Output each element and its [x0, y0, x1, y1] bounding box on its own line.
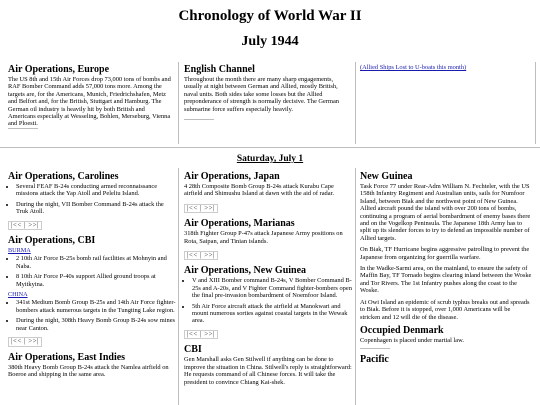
- list-item: • 8 10th Air Force P-40s support Allied ground troops at Myitkyina.: [16, 273, 176, 288]
- column-divider: [178, 62, 179, 144]
- carolines-list: [8, 183, 176, 216]
- channel-body: Throughout the month there are many sharp engagements, usually at night between German and Allied, mostly British, naval units. Both sides take some losses but the Allied preponderance of strength is normally decisive. The German submarine force suffers especially heavily.: [184, 76, 339, 113]
- day-column-3: [360, 171, 532, 366]
- page-title: Chronology of World War II: [178, 8, 362, 24]
- cbi-heading: CBI: [184, 344, 202, 356]
- list-item: • V and XIII Bomber command B-24s, V Bomber Command B-25s and A-20s, and V Fighter Command fighter-bombers open the final pre-invasion bombardment of Noemfoor Island.: [192, 277, 352, 299]
- day-column-1: [8, 171, 176, 382]
- new-guinea-heading: New Guinea: [360, 171, 413, 182]
- cbi-body: Gen Marshall asks Gen Stilwell if anything can be done to improve the situation in China. Stilwell's reply is straightforward: He requests command of all Chinese forces. It will take the president to convince Chiang Kai-shek.: [184, 356, 352, 386]
- list-item: • 2 10th Air Force B-25s bomb rail facilities at Mohnyin and Naba.: [16, 255, 176, 270]
- list-item: • 341st Medium Bomb Group B-25s and 14th Air Force fighter-bombers attack numerous targets in the Tungting Lake region.: [16, 299, 176, 314]
- marianas-heading: Air Operations, Marianas: [184, 218, 295, 230]
- channel-heading: English Channel: [184, 64, 255, 75]
- burma-list: [8, 255, 176, 288]
- nav-buttons[interactable]: |<< | >>|: [8, 337, 42, 346]
- list-item: • During the night, 308th Heavy Bomb Group B-24s sow mines near Canton.: [16, 317, 176, 332]
- nav-buttons[interactable]: |<< | >>|: [8, 221, 42, 230]
- new-guinea-para: Task Force 77 under Rear-Adm William N. Fechteler, with the US 158th Infantry Regiment and Australian units, sails for Numfoor Island, between Biak and the northwest point of New Guinea. Allied aircraft pound the island with over 200 tons of bombs, continuing a program of aerial bombardment of enemy bases there and on the Vogelkop Peninsula. The Japanese 18th Army has to split up its slender forces to try to defend an impossible number of Allied targets.: [360, 183, 531, 242]
- east-indies-heading: Air Operations, East Indies: [8, 351, 126, 363]
- europe-section: [8, 64, 173, 132]
- new-guinea-air-list: [184, 277, 352, 324]
- link-section: [360, 64, 535, 71]
- burma-link[interactable]: BURMA: [8, 247, 31, 255]
- new-guinea-para: On Biak, TF Hurricane begins aggressive patrolling to prevent the Japanese from organizing for guerrilla warfare.: [360, 246, 530, 261]
- carolines-heading: Air Operations, Carolines: [8, 171, 119, 182]
- column-divider: [355, 168, 356, 405]
- column-divider: [178, 168, 179, 405]
- east-indies-body: 380th Heavy Bomb Group B-24s attack the Namlea airfield on Boeroe and shipping in the same area.: [8, 363, 169, 378]
- japan-heading: Air Operations, Japan: [184, 171, 280, 182]
- new-guinea-para: In the Wadke-Sarmi area, on the mainland, to ensure the safety of Maffin Bay, TF Tornado begins clearing inland between the Woske and Tor Rivers. The 1st Infantry pushes along the coast to the Woske.: [360, 265, 532, 295]
- denmark-body: Copenhagen is placed under martial law.: [360, 336, 464, 344]
- europe-body: The US 8th and 15th Air Forces drop 73,000 tons of bombs and RAF Bomber Command adds 57,000 tons more. Among the targets are, for the Americans, Munich, Friedrichshafen, Metz and Belfort and, for the British, Stuttgart and Hamburg. The German oil industry is heavily hit by both British and Americans especially at Wesseling, Bohlen, Merseburg, Vienna and Ploesti.: [8, 76, 171, 128]
- list-item: • During the night, VII Bomber Command B-24s attack the Truk Atoll.: [16, 201, 176, 216]
- nav-buttons[interactable]: |<< | >>|: [184, 204, 218, 213]
- cbi-air-heading: Air Operations, CBI: [8, 235, 96, 247]
- channel-section: [184, 64, 350, 117]
- column-divider: [535, 62, 536, 144]
- new-guinea-air-heading: Air Operations, New Guinea: [184, 265, 307, 277]
- pacific-heading: Pacific: [360, 354, 389, 366]
- new-guinea-para: At Owi Island an epidemic of scrub typhus breaks out and spreads to Biak. Before it is stopped, over 1,000 Americans will be stricken and 12 will die of the disease.: [360, 298, 530, 321]
- marianas-body: 318th Fighter Group P-47s attack Japanese Army positions on Rota, Saipan, and Tinian islands.: [184, 230, 343, 245]
- section-divider: [0, 147, 540, 148]
- day-column-2: [184, 171, 352, 390]
- japan-body: 4 28th Composite Bomb Group B-24s attack Kurabu Cape airfield and Shimushu Island at dawn with the aid of radar.: [184, 183, 334, 198]
- allied-ships-lost-link[interactable]: (Allied Ships Lost to U-boats this month): [360, 64, 467, 71]
- list-item: • Several FEAF B-24s conducting armed reconnaissance missions attack the Yap Atoll and Peleliu Island.: [16, 183, 176, 198]
- month-heading: July 1944: [241, 34, 299, 49]
- denmark-heading: Occupied Denmark: [360, 324, 444, 336]
- list-item: • 5th Air Force aircraft attack the airfield at Manokwari and mount numerous sorties against coastal targets in the Wewak area.: [192, 303, 352, 325]
- divider: [184, 119, 214, 120]
- china-list: [8, 299, 176, 332]
- day-heading: Saturday, July 1: [236, 154, 304, 164]
- nav-buttons[interactable]: |<< | >>|: [184, 330, 218, 339]
- divider: [8, 128, 38, 129]
- divider: [360, 348, 390, 349]
- nav-buttons[interactable]: |<< | >>|: [184, 251, 218, 260]
- europe-heading: Air Operations, Europe: [8, 64, 110, 75]
- column-divider: [355, 62, 356, 144]
- china-link[interactable]: CHINA: [8, 291, 28, 299]
